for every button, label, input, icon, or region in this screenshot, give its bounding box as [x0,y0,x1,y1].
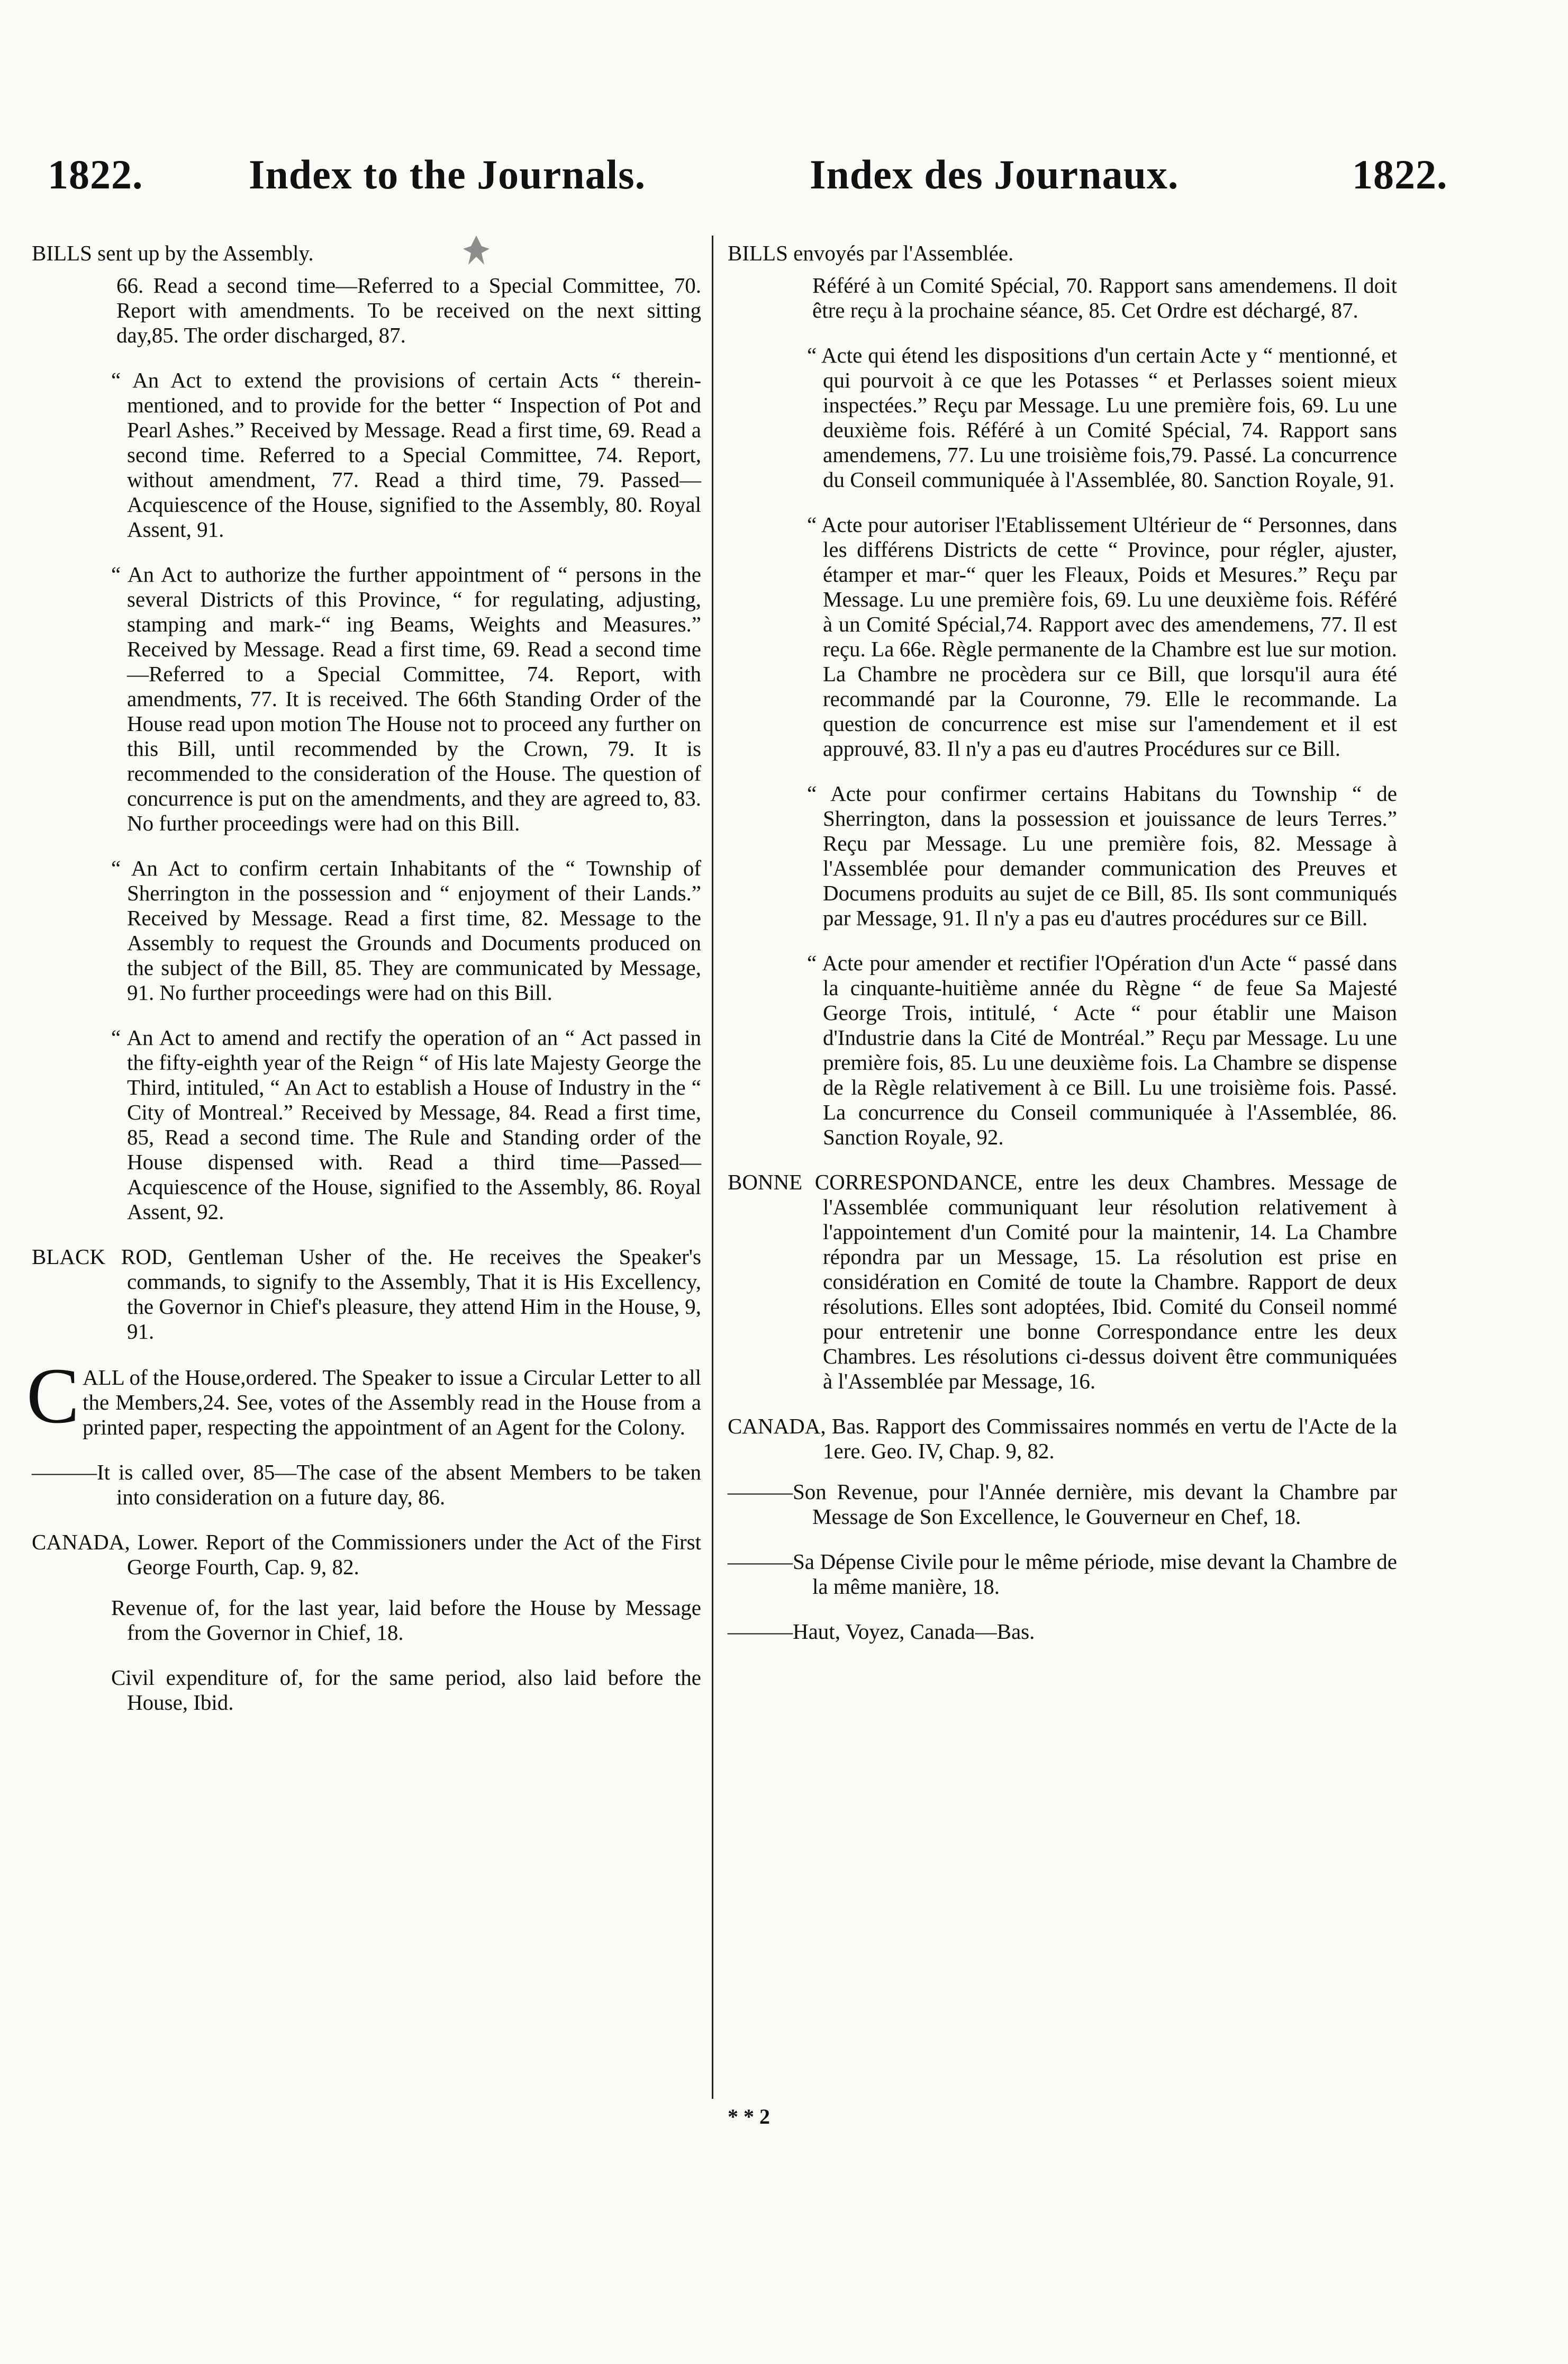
right-header-year: 1822. [1352,151,1448,197]
left-header-year: 1822. [48,151,143,197]
called-over-entry: ———It is called over, 85—The case of the absent Members to be taken into consideration on a future day, 86. [32,1460,701,1509]
bill-entry-fr-3: “ Acte pour autoriser l'Etablissement Ultérieur de “ Personnes, dans les différens Districts de cette “ Province, pour régler, ajuster, étamper et mar-“ quer les Fleaux, Poids et Mesures.” Reçu par Message. Lu une première fois, 69. Lu une deuxième fois. Référé à un Comité Spécial,74. Rapport avec des amendemens, 77. Il est reçu. La 66e. Règle permanente de la Chambre est lue sur motion. La Chambre ne procèdera sur ce Bill, que lorsqu'il aura été recommandé par la Couronne, 79. Elle le recommande. La question de concurrence est mise sur l'amendement et il est approuvé, 83. Il n'y a pas eu d'autres Procédures sur ce Bill. [807,512,1397,761]
bill-entry-fr-2: “ Acte qui étend les dispositions d'un certain Acte y “ mentionné, et qui pourvoit à ce que les Potasses “ et Perlasses soient mieux inspectées.” Reçu par Message. Lu une première fois, 69. Lu une deuxième fois. Référé à un Comité Spécial, 74. Rapport sans amendemens, 77. Lu une troisième fois,79. Passé. La concurrence du Conseil communiquée à l'Assemblée, 80. Sanction Royale, 91. [807,343,1397,492]
bills-heading-en: BILLS sent up by the Assembly. [32,241,314,265]
bill-entry-en-2: “ An Act to extend the provisions of certain Acts “ therein-mentioned, and to provide for the better “ Inspection of Pot and Pearl Ashes.” Received by Message. Read a first time, 69. Read a second time. Referred to a Special Committee, 74. Report, without amendment, 77. Read a third time, 79. Passed—Acquiescence of the House, signified to the Assembly, 80. Royal Assent, 91. [111,368,701,542]
bill-entry-en-5: “ An Act to amend and rectify the operation of an “ Act passed in the fifty-eighth year of the Reign “ of His late Majesty George the Third, intituled, “ An Act to establish a House of Industry in the “ City of Montreal.” Received by Message, 84. Read a first time, 85, Read a second time. The Rule and Standing order of the House dispensed with. Read a third time—Passed—Acquiescence of the House, signified to the Assembly, 86. Royal Assent, 92. [111,1025,701,1224]
column-divider [712,236,713,2099]
bill-entry-fr-5: “ Acte pour amender et rectifier l'Opération d'un Acte “ passé dans la cinquante-huitième année du Règne “ de feue Sa Majesté George Trois, intitulé, ‘ Acte “ pour établir une Maison d'Industrie dans la Cité de Montréal.” Reçu par Message. Lu une première fois, 85. Lu une deuxième fois. La Chambre se dispense de la Règle relativement à ce Bill. Lu une troisième fois. Passé. La concurrence du Conseil communiquée à l'Assemblée, 86. Sanction Royale, 92. [807,951,1397,1149]
bills-heading-fr: BILLS envoyés par l'Assemblée. [728,241,1014,265]
bill-entry-fr-4: “ Acte pour confirmer certains Habitans du Township “ de Sherrington, dans la possession et jouissance de leurs Terres.” Reçu par Message. Lu une première fois, 82. Message à l'Assemblée pour demander communication des Preuves et Documens produits au sujet de ce Bill, 85. Ils sont communiqués par Message, 91. Il n'y a pas eu d'autres procédures sur ce Bill. [807,781,1397,930]
bill-entry-en-4: “ An Act to confirm certain Inhabitants of the “ Township of Sherrington in the possession and “ enjoyment of their Lands.” Received by Message. Read a first time, 82. Message to the Assembly to request the Grounds and Documents produced on the subject of the Bill, 85. They are communicated by Message, 91. No further proceedings were had on this Bill. [111,856,701,1005]
revenue-entry-en: Revenue of, for the last year, laid before the House by Message from the Governor in Chief, 18. [111,1595,701,1645]
bill-entry-en-1: 66. Read a second time—Referred to a Special Committee, 70. Report with amendments. To be received on the next sitting day,85. The order discharged, 87. [116,273,701,347]
drop-cap: C [26,1352,80,1440]
depense-entry-fr: ———Sa Dépense Civile pour le même période, mise devant la Chambre de la même manière, 18. [728,1549,1397,1599]
bill-entry-fr-1: Référé à un Comité Spécial, 70. Rapport sans amendemens. Il doit être reçu à la prochaine séance, 85. Cet Ordre est déchargé, 87. [812,273,1397,322]
revenue-entry-fr: ———Son Revenue, pour l'Année dernière, mis devant la Chambre par Message de Son Excellence, le Gouverneur en Chef, 18. [728,1479,1397,1529]
call-of-house-entry [26,1352,701,1440]
left-header-title: Index to the Journals. [249,151,646,197]
canada-bas-entry: CANADA, Bas. Rapport des Commissaires nommés en vertu de l'Acte de la 1ere. Geo. IV, Chap. 9, 82. [728,1414,1397,1463]
signature-mark: * * 2 [728,2105,770,2128]
bill-entry-en-3: “ An Act to authorize the further appointment of “ persons in the several Districts of this Province, “ for regulating, adjusting, stamping and mark-“ ing Beams, Weights and Measures.” Received by Message. Read a first time, 69. Read a second time—Referred to a Special Committee, 74. Report, with amendments, 77. It is received. The 66th Standing Order of the House read upon motion The House not to proceed any further on this Bill, until recommended by the Crown, 79. It is recommended to the consideration of the House. The question of concurrence is put on the amendments, and they are agreed to, 83. No further proceedings were had on this Bill. [111,562,701,835]
civil-expenditure-entry-en: Civil expenditure of, for the same period, also laid before the House, Ibid. [111,1665,701,1715]
black-rod-entry: BLACK ROD, Gentleman Usher of the. He receives the Speaker's commands, to signify to the Assembly, That it is His Excellency, the Governor in Chief's pleasure, they attend Him in the House, 9, 91. [32,1244,701,1343]
french-column [728,241,1397,1664]
haut-entry-fr: ———Haut, Voyez, Canada—Bas. [728,1619,1035,1644]
canada-lower-entry: CANADA, Lower. Report of the Commissioners under the Act of the First George Fourth, Cap. 9, 82. [32,1530,701,1579]
english-column [26,241,701,1735]
bonne-correspondance-entry: BONNE CORRESPONDANCE, entre les deux Chambres. Message de l'Assemblée communiquant leur résolution relativement à l'appointement d'un Comité pour la maintenir, 14. La Chambre répondra par un Message, 15. La résolution est prise en considération en Comité de toute la Chambre. Rapport de deux résolutions. Elles sont adoptées, Ibid. Comité du Conseil nommé pour entretenir une bonne Correspondance entre les deux Chambres. Les résolutions ci-dessus doivent être communiquées à l'Assemblée par Message, 16. [728,1170,1397,1393]
call-of-house-text: ALL of the House,ordered. The Speaker to issue a Circular Letter to all the Members,24. See, votes of the Assembly read in the House from a printed paper, respecting the appointment of an Agent for the Colony. [83,1365,701,1439]
right-header-title: Index des Journaux. [810,151,1179,197]
